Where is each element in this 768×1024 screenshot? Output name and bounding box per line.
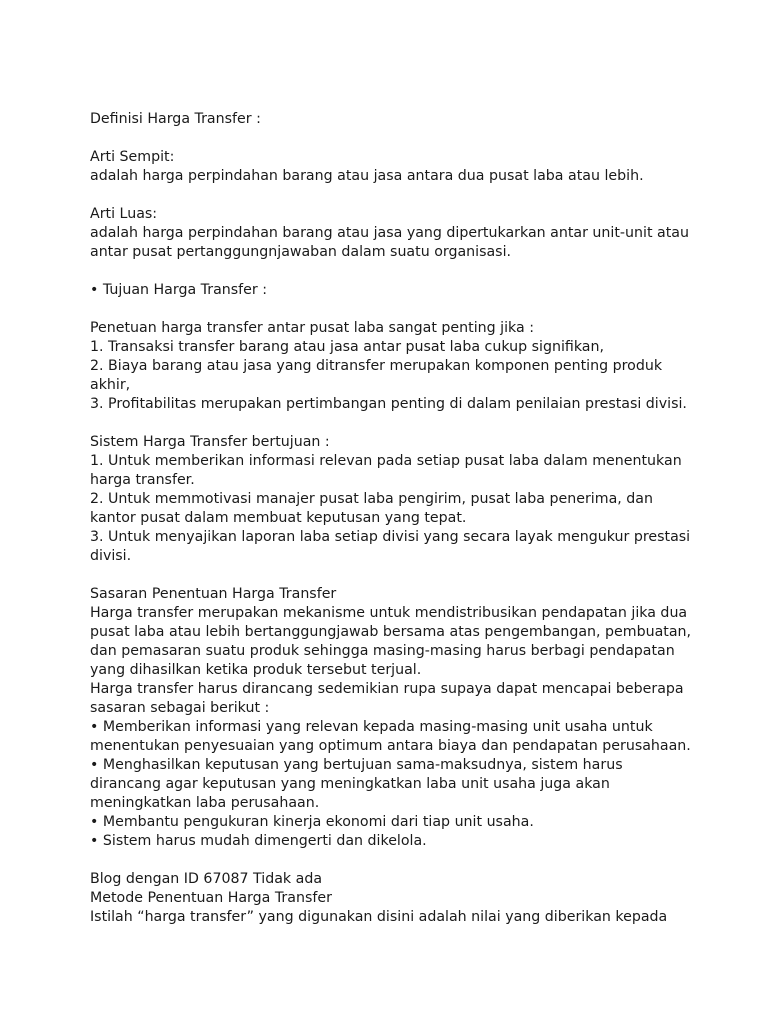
- paragraph-line: adalah harga perpindahan barang atau jasa antara dua pusat laba atau lebih.: [90, 168, 644, 184]
- heading-sasaran: Sasaran Penentuan Harga Transfer: [90, 586, 337, 602]
- blank-line: [90, 186, 690, 205]
- paragraph-line: adalah harga perpindahan barang atau jasa yang dipertukarkan antar unit-unit atau: [90, 225, 689, 241]
- heading-arti-sempit: Arti Sempit:: [90, 149, 175, 165]
- bullet-item: • Sistem harus mudah dimengerti dan dikelola.: [90, 833, 427, 849]
- paragraph-line: yang dihasilkan ketika produk tersebut terjual.: [90, 662, 422, 678]
- heading-sistem: Sistem Harga Transfer bertujuan :: [90, 434, 330, 450]
- blank-line: [90, 566, 690, 585]
- blank-line: [90, 851, 690, 870]
- document-body: [90, 110, 690, 927]
- bullet-item: • Menghasilkan keputusan yang bertujuan sama-maksudnya, sistem harus: [90, 757, 623, 773]
- bullet-item: dirancang agar keputusan yang meningkatkan laba unit usaha juga akan: [90, 776, 610, 792]
- bullet-item: menentukan penyesuaian yang optimum antara biaya dan pendapatan perusahaan.: [90, 738, 691, 754]
- bullet-item: meningkatkan laba perusahaan.: [90, 795, 320, 811]
- list-item: harga transfer.: [90, 472, 195, 488]
- blog-id-note: Blog dengan ID 67087 Tidak ada: [90, 871, 323, 887]
- paragraph-line: Harga transfer harus dirancang sedemikian rupa supaya dapat mencapai beberapa: [90, 681, 684, 697]
- list-item: 3. Profitabilitas merupakan pertimbangan penting di dalam penilaian prestasi divisi.: [90, 396, 687, 412]
- list-item: 1. Transaksi transfer barang atau jasa antar pusat laba cukup signifikan,: [90, 339, 604, 355]
- blank-line: [90, 300, 690, 319]
- heading-arti-luas: Arti Luas:: [90, 206, 158, 222]
- list-item: 3. Untuk menyajikan laporan laba setiap divisi yang secara layak mengukur prestasi: [90, 529, 691, 545]
- heading-definisi: Definisi Harga Transfer :: [90, 111, 261, 127]
- blank-line: [90, 129, 690, 148]
- list-item: akhir,: [90, 377, 131, 393]
- list-item: kantor pusat dalam membuat keputusan yang tepat.: [90, 510, 467, 526]
- bullet-item: • Memberikan informasi yang relevan kepada masing-masing unit usaha untuk: [90, 719, 653, 735]
- blank-line: [90, 414, 690, 433]
- heading-metode: Metode Penentuan Harga Transfer: [90, 890, 332, 906]
- list-item: 2. Untuk memmotivasi manajer pusat laba pengirim, pusat laba penerima, dan: [90, 491, 653, 507]
- paragraph-line: Harga transfer merupakan mekanisme untuk mendistribusikan pendapatan jika dua: [90, 605, 688, 621]
- paragraph-line: Istilah “harga transfer” yang digunakan disini adalah nilai yang diberikan kepada: [90, 909, 668, 925]
- bullet-item: • Membantu pengukuran kinerja ekonomi dari tiap unit usaha.: [90, 814, 534, 830]
- list-item: 2. Biaya barang atau jasa yang ditransfer merupakan komponen penting produk: [90, 358, 663, 374]
- paragraph-line: antar pusat pertanggungnjawaban dalam suatu organisasi.: [90, 244, 512, 260]
- list-item: divisi.: [90, 548, 132, 564]
- paragraph-line: Penetuan harga transfer antar pusat laba sangat penting jika :: [90, 320, 534, 336]
- blank-line: [90, 262, 690, 281]
- paragraph-line: dan pemasaran suatu produk sehingga masing-masing harus berbagi pendapatan: [90, 643, 675, 659]
- paragraph-line: pusat laba atau lebih bertanggungjawab bersama atas pengembangan, pembuatan,: [90, 624, 692, 640]
- list-item: 1. Untuk memberikan informasi relevan pada setiap pusat laba dalam menentukan: [90, 453, 682, 469]
- paragraph-line: sasaran sebagai berikut :: [90, 700, 270, 716]
- bullet-tujuan: • Tujuan Harga Transfer :: [90, 282, 268, 298]
